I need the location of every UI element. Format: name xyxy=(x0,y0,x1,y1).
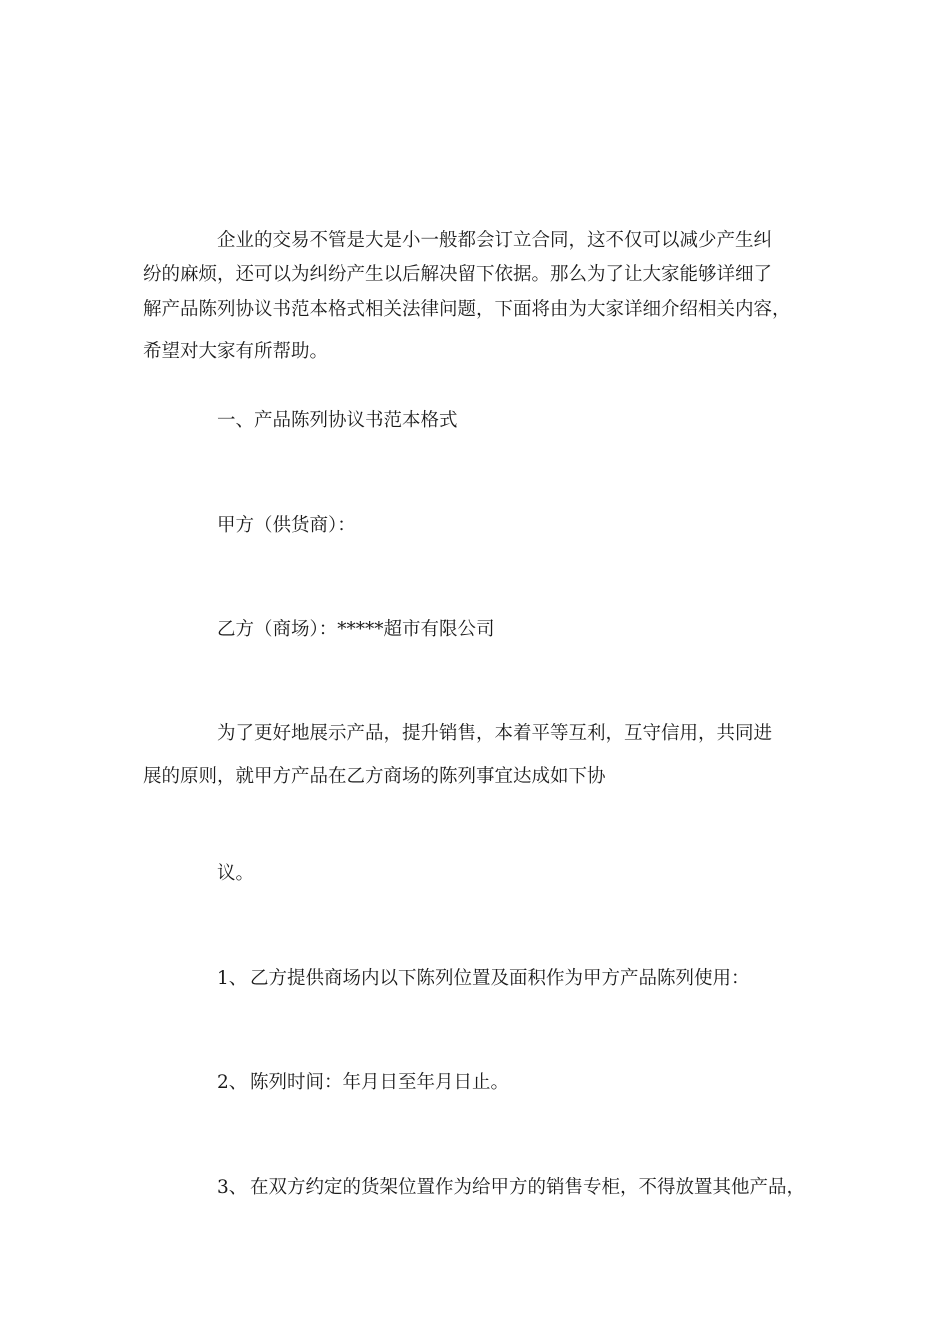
clause-text: 陈列时间：年月日至年月日止。 xyxy=(250,1072,510,1093)
clause-number: 1、 xyxy=(217,968,248,989)
clause-2 xyxy=(217,1068,509,1098)
clause-number: 2、 xyxy=(217,1072,248,1093)
purpose-line-1: 为了更好地展示产品，提升销售，本着平等互利，互守信用，共同进 xyxy=(217,723,773,744)
intro-line-4: 希望对大家有所帮助。 xyxy=(143,341,329,362)
clause-text: 乙方提供商场内以下陈列位置及面积作为甲方产品陈列使用： xyxy=(250,968,750,989)
intro-line-3: 解产品陈列协议书范本格式相关法律问题，下面将由为大家详细介绍相关内容， xyxy=(143,299,791,320)
party-a-line: 甲方（供货商）： xyxy=(217,515,356,536)
intro-line-2: 纷的麻烦，还可以为纠纷产生以后解决留下依据。那么为了让大家能够详细了 xyxy=(143,264,773,285)
party-b-line: 乙方（商场）：*****超市有限公司 xyxy=(217,619,495,640)
purpose-tail: 议。 xyxy=(217,863,255,884)
purpose-line-2: 展的原则，就甲方产品在乙方商场的陈列事宜达成如下协 xyxy=(143,766,606,787)
section-heading: 一、产品陈列协议书范本格式 xyxy=(217,410,458,431)
clause-3 xyxy=(217,1173,805,1203)
intro-line-1: 企业的交易不管是大是小一般都会订立合同，这不仅可以减少产生纠 xyxy=(217,230,773,251)
clause-text: 在双方约定的货架位置作为给甲方的销售专柜，不得放置其他产品， xyxy=(250,1177,806,1198)
clause-1 xyxy=(217,964,750,994)
clause-number: 3、 xyxy=(217,1177,248,1198)
